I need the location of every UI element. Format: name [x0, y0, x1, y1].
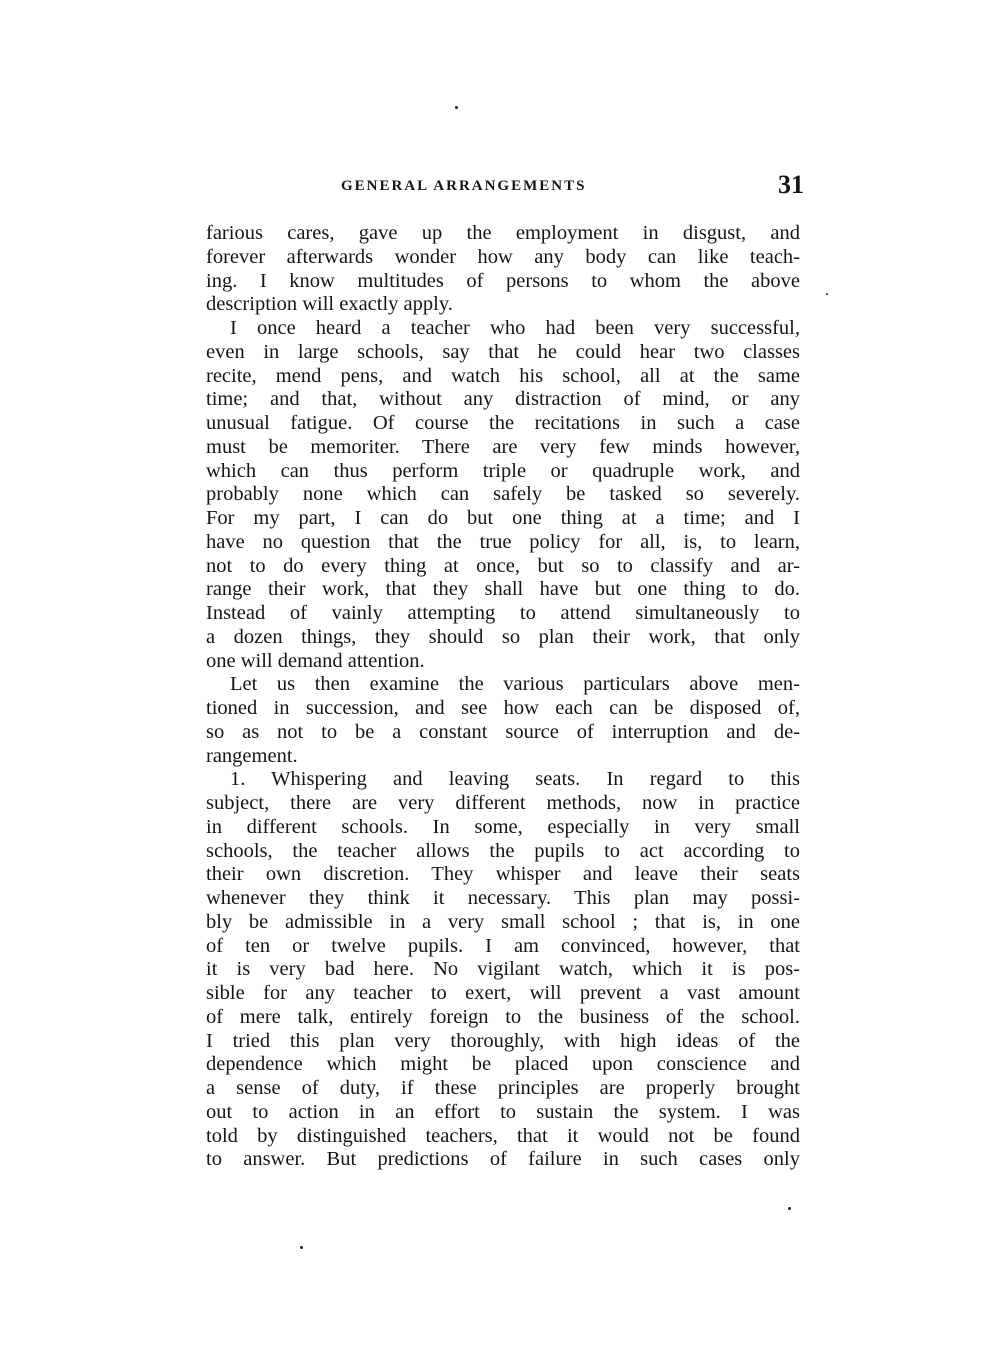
- text-line: range their work, that they shall have but one thing to do.: [206, 578, 800, 601]
- text-line: so as not to be a constant source of interruption and de-: [206, 720, 800, 743]
- text-line: ing. I know multitudes of persons to whom the above: [206, 269, 800, 292]
- text-line: in different schools. In some, especially in very small: [206, 815, 800, 838]
- text-line: must be memoriter. There are very few minds however,: [206, 435, 800, 458]
- text-line: told by distinguished teachers, that it would not be found: [206, 1124, 800, 1147]
- text-line: 1. Whispering and leaving seats. In regard to this: [230, 768, 800, 791]
- text-line: I tried this plan very thoroughly, with high ideas of the: [206, 1029, 800, 1052]
- text-line: unusual fatigue. Of course the recitations in such a case: [206, 412, 800, 434]
- text-line: dependence which might be placed upon conscience and: [206, 1053, 800, 1076]
- body-text: [206, 222, 800, 1172]
- text-line: it is very bad here. No vigilant watch, which it is pos-: [206, 958, 800, 981]
- page-number: 31: [778, 170, 804, 199]
- text-line: a dozen things, they should so plan their work, that only: [206, 625, 800, 648]
- text-line: of mere talk, entirely foreign to the business of the school.: [206, 1005, 800, 1028]
- text-line: even in large schools, say that he could hear two classes: [206, 340, 800, 363]
- text-line: one will demand attention.: [206, 649, 425, 672]
- text-line: subject, there are very different methods, now in practice: [206, 792, 800, 814]
- text-line: out to action in an effort to sustain the system. I was: [206, 1100, 800, 1123]
- text-line: of ten or twelve pupils. I am convinced, however, that: [206, 934, 800, 957]
- print-speck: [826, 293, 828, 295]
- text-line: Let us then examine the various particulars above men-: [230, 673, 800, 696]
- print-speck: [300, 1246, 303, 1249]
- text-line: which can thus perform triple or quadruple work, and: [206, 459, 800, 482]
- text-line: Instead of vainly attempting to attend simultaneously to: [206, 602, 800, 624]
- print-speck: [788, 1207, 791, 1210]
- text-line: a sense of duty, if these principles are properly brought: [206, 1077, 800, 1099]
- text-line: have no question that the true policy for all, is, to learn,: [206, 530, 800, 553]
- text-line: farious cares, gave up the employment in disgust, and: [206, 222, 800, 244]
- text-line: recite, mend pens, and watch his school, all at the same: [206, 364, 800, 387]
- text-line: to answer. But predictions of failure in such cases only: [206, 1148, 800, 1171]
- text-line: not to do every thing at once, but so to classify and ar-: [206, 554, 800, 577]
- running-head: GENERAL ARRANGEMENTS: [341, 178, 587, 194]
- text-line: their own discretion. They whisper and leave their seats: [206, 863, 800, 886]
- text-line: schools, the teacher allows the pupils to act according to: [206, 839, 800, 862]
- text-line: rangement.: [206, 744, 298, 767]
- text-line: whenever they think it necessary. This plan may possi-: [206, 887, 800, 909]
- text-line: description will exactly apply.: [206, 293, 453, 316]
- text-line: bly be admissible in a very small school ; that is, in one: [206, 910, 800, 933]
- text-line: forever afterwards wonder how any body can like teach-: [206, 245, 800, 268]
- text-line: tioned in succession, and see how each can be disposed of,: [206, 697, 800, 719]
- text-line: For my part, I can do but one thing at a time; and I: [206, 507, 800, 529]
- text-line: time; and that, without any distraction of mind, or any: [206, 388, 800, 411]
- text-line: probably none which can safely be tasked so severely.: [206, 483, 800, 506]
- text-line: sible for any teacher to exert, will prevent a vast amount: [206, 982, 800, 1004]
- page-header: [206, 170, 804, 200]
- text-line: I once heard a teacher who had been very successful,: [230, 317, 800, 339]
- print-speck: [455, 106, 458, 109]
